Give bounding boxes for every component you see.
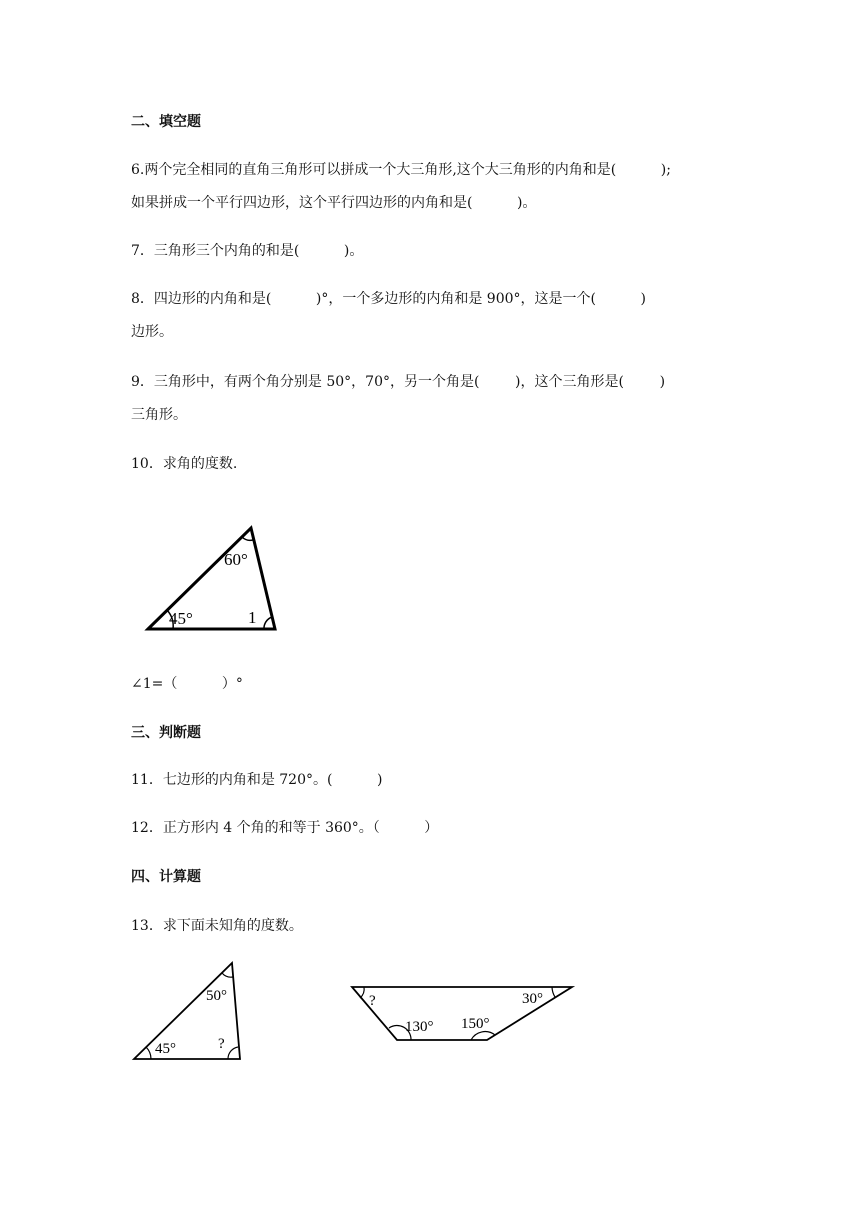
question-12: 12．正方形内 4 个角的和等于 360°。（ ） <box>131 820 439 836</box>
angle-label-130: 130° <box>405 1019 434 1035</box>
angle-arc-150 <box>471 1032 495 1040</box>
question-6-line2: 如果拼成一个平行四边形，这个平行四边形的内角和是( )。 <box>131 195 537 211</box>
question-10-triangle-figure <box>140 520 290 640</box>
angle-arc-top <box>242 537 253 540</box>
angle-arc-top <box>222 973 233 977</box>
question-9-line1: 9．三角形中，有两个角分别是 50°，70°，另一个角是( )，这个三角形是( ) <box>131 374 666 390</box>
question-7: 7．三角形三个内角的和是( )。 <box>131 243 364 259</box>
angle-label-top: 60° <box>224 550 248 569</box>
angle-label-left: 45° <box>155 1041 176 1057</box>
question-11: 11．七边形的内角和是 720°。( ) <box>131 772 383 788</box>
question-10: 10．求角的度数. <box>131 456 238 472</box>
question-6-line1: 6.两个完全相同的直角三角形可以拼成一个大三角形,这个大三角形的内角和是( ); <box>131 162 671 178</box>
question-13-trapezoid-figure <box>345 978 580 1048</box>
angle-arc-right <box>264 617 272 629</box>
question-8-line1: 8．四边形的内角和是( )°，一个多边形的内角和是 900°，这是一个( ) <box>131 291 646 307</box>
angle-label-right: 1 <box>248 608 257 627</box>
section2-heading: 二、填空题 <box>131 114 201 130</box>
question-13-triangle-figure <box>128 955 253 1070</box>
angle-arc-right <box>228 1047 238 1059</box>
angle-arc-left <box>146 1047 151 1059</box>
question-8-line2: 边形。 <box>131 324 173 340</box>
angle-label-30: 30° <box>522 991 543 1007</box>
angle-label-left: 45° <box>169 609 193 628</box>
angle-label-150: 150° <box>461 1016 490 1032</box>
angle-arc-30 <box>552 987 555 997</box>
question-9-line2: 三角形。 <box>131 407 187 423</box>
angle-label-unknown: ? <box>218 1036 225 1052</box>
section4-heading: 四、计算题 <box>131 869 201 885</box>
angle-label-top: 50° <box>206 988 227 1004</box>
question-13: 13．求下面未知角的度数。 <box>131 918 303 934</box>
section3-heading: 三、判断题 <box>131 725 201 741</box>
angle-label-unknown: ? <box>369 993 376 1009</box>
question-10-answer: ∠1=（ ）° <box>131 676 243 692</box>
